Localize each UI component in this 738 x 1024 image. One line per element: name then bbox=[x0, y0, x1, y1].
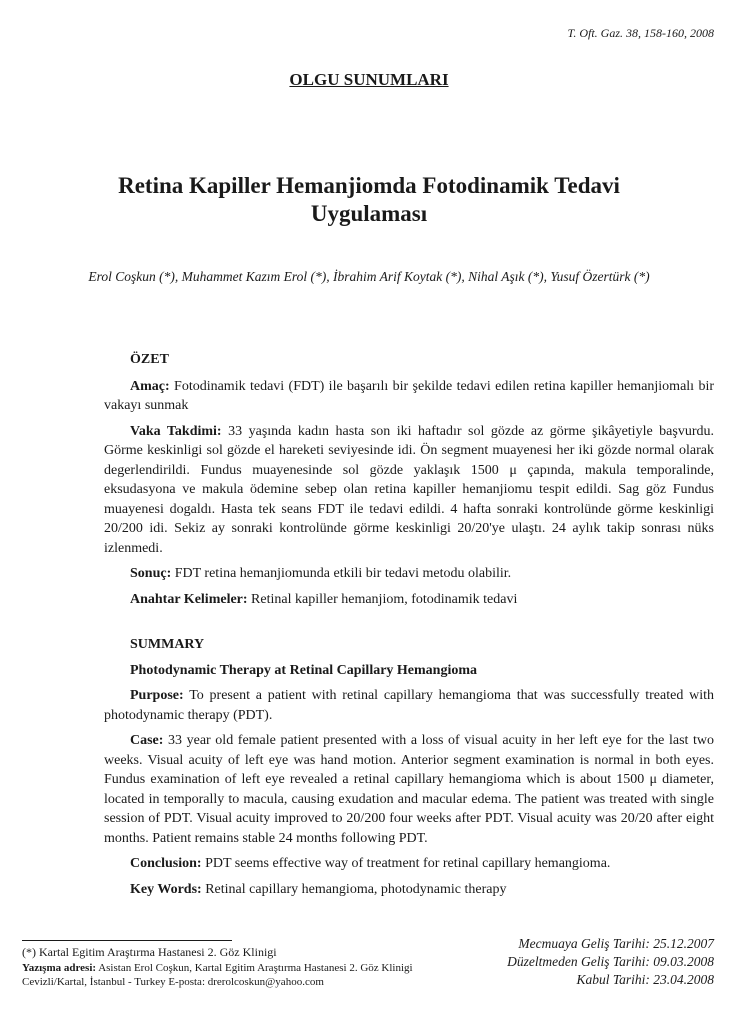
article-dates bbox=[507, 935, 714, 989]
summary-conclusion-paragraph bbox=[104, 854, 714, 874]
summary-case-text: 33 year old female patient presented with a loss of visual acuity in her left eye for the last two weeks. Visual acuity of left eye was hand motion. Anterior segment examination is normal in both eyes. Fundus examination of left eye revealed a retinal capillary hemangioma which is about 1500 μ diameter, located in temporally to macula, causing exudation and macular edema. The patient was treated with single session of PDT. Visual acuity improved to 20/200 four weeks after PDT. Visual acuity was 20/20 after eight months. Patient remains stable 24 months following PDT. bbox=[104, 733, 715, 846]
ozet-keywords-text: Retinal kapiller hemanjiom, fotodinamik tedavi bbox=[251, 591, 518, 607]
ozet-keywords-label: Anahtar Kelimeler: bbox=[130, 591, 248, 607]
summary-case-label: Case: bbox=[130, 733, 164, 748]
summary-keywords-paragraph bbox=[104, 880, 714, 900]
ozet-vaka-paragraph bbox=[104, 422, 714, 559]
ozet-sonuc-text: FDT retina hemanjiomunda etkili bir tedavi metodu olabilir. bbox=[174, 566, 512, 581]
summary-keywords-text: Retinal capillary hemangioma, photodynamic therapy bbox=[205, 881, 507, 897]
ozet-keywords-paragraph bbox=[104, 590, 714, 610]
received-date: Mecmuaya Geliş Tarihi: 25.12.2007 bbox=[518, 936, 714, 951]
ozet-amac-label: Amaç: bbox=[130, 378, 170, 394]
footnote-address bbox=[22, 961, 462, 975]
summary-case-paragraph bbox=[104, 731, 714, 848]
abstract-body bbox=[104, 350, 714, 905]
ozet-amac-paragraph bbox=[104, 377, 714, 416]
article-title-line-2: Uygulaması bbox=[310, 201, 428, 226]
summary-heading: SUMMARY bbox=[130, 637, 205, 652]
journal-reference: T. Oft. Gaz. 38, 158-160, 2008 bbox=[567, 26, 714, 40]
summary-subtitle: Photodynamic Therapy at Retinal Capillary Hemangioma bbox=[130, 662, 478, 678]
summary-purpose-paragraph bbox=[104, 686, 714, 725]
footnote-affiliation: (*) Kartal Egitim Araştırma Hastanesi 2. Göz Klinigi bbox=[22, 945, 277, 959]
ozet-amac-text: Fotodinamik tedavi (FDT) ile başarılı bir şekilde tedavi edilen retina kapiller hemanjiomalı bir vakayı sunmak bbox=[104, 378, 714, 413]
summary-conclusion-label: Conclusion: bbox=[130, 856, 202, 871]
accepted-date: Kabul Tarihi: 23.04.2008 bbox=[576, 972, 714, 987]
ozet-sonuc-paragraph bbox=[104, 564, 714, 584]
ozet-vaka-text: 33 yaşında kadın hasta son iki haftadır sol gözde az görme şikâyetiyle başvurdu. Görme keskinligi sol gözde el hareketi seviyesinde idi. Ön segment muayenesi her iki gözde normal olarak degerlendirildi. Fundus muayenesinde sol gözde yaklaşık 1500 μ çapında, makula temporalinde, eksudasyona ve makula ödemine sebep olan retina kapiller hemanjiomu tespit edildi. Sag göz Fundus muayenesi dogaldı. Hasta tek seans FDT ile tedavi edildi. 4 hafta sonraki kontrolünde görme keskinligi 20/200 idi. Sekiz ay sonraki kontrolünde görme keskinligi 20/20'ye ulaştı. 24 aylık takip sonrası nüks izlenmedi. bbox=[104, 423, 715, 556]
summary-keywords-label: Key Words: bbox=[130, 881, 202, 897]
revised-date: Düzeltmeden Geliş Tarihi: 09.03.2008 bbox=[507, 954, 714, 969]
ozet-vaka-label: Vaka Takdimi: bbox=[130, 423, 222, 439]
ozet-sonuc-label: Sonuç: bbox=[130, 566, 172, 581]
footnote-address-line-2: Cevizli/Kartal, İstanbul - Turkey E-posta: drerolcoskun@yahoo.com bbox=[22, 976, 324, 988]
footnote-divider bbox=[22, 940, 232, 941]
footnote bbox=[22, 945, 462, 989]
footnote-address-label: Yazışma adresi: bbox=[22, 962, 97, 974]
article-title bbox=[60, 172, 678, 228]
footnote-address-line-1: Asistan Erol Coşkun, Kartal Egitim Araştırma Hastanesi 2. Göz Klinigi bbox=[98, 962, 413, 974]
section-title: OLGU SUNUMLARI bbox=[289, 70, 449, 89]
author-list: Erol Coşkun (*), Muhammet Kazım Erol (*), İbrahim Arif Koytak (*), Nihal Aşık (*), Yusuf Özertürk (*) bbox=[88, 269, 650, 284]
summary-conclusion-text: PDT seems effective way of treatment for retinal capillary hemangioma. bbox=[205, 856, 611, 871]
article-title-line-1: Retina Kapiller Hemanjiomda Fotodinamik Tedavi bbox=[118, 173, 620, 198]
ozet-heading: ÖZET bbox=[130, 352, 169, 367]
summary-purpose-text: To present a patient with retinal capillary hemangioma that was successfully treated with photodynamic therapy (PDT). bbox=[104, 688, 714, 723]
summary-purpose-label: Purpose: bbox=[130, 688, 184, 703]
